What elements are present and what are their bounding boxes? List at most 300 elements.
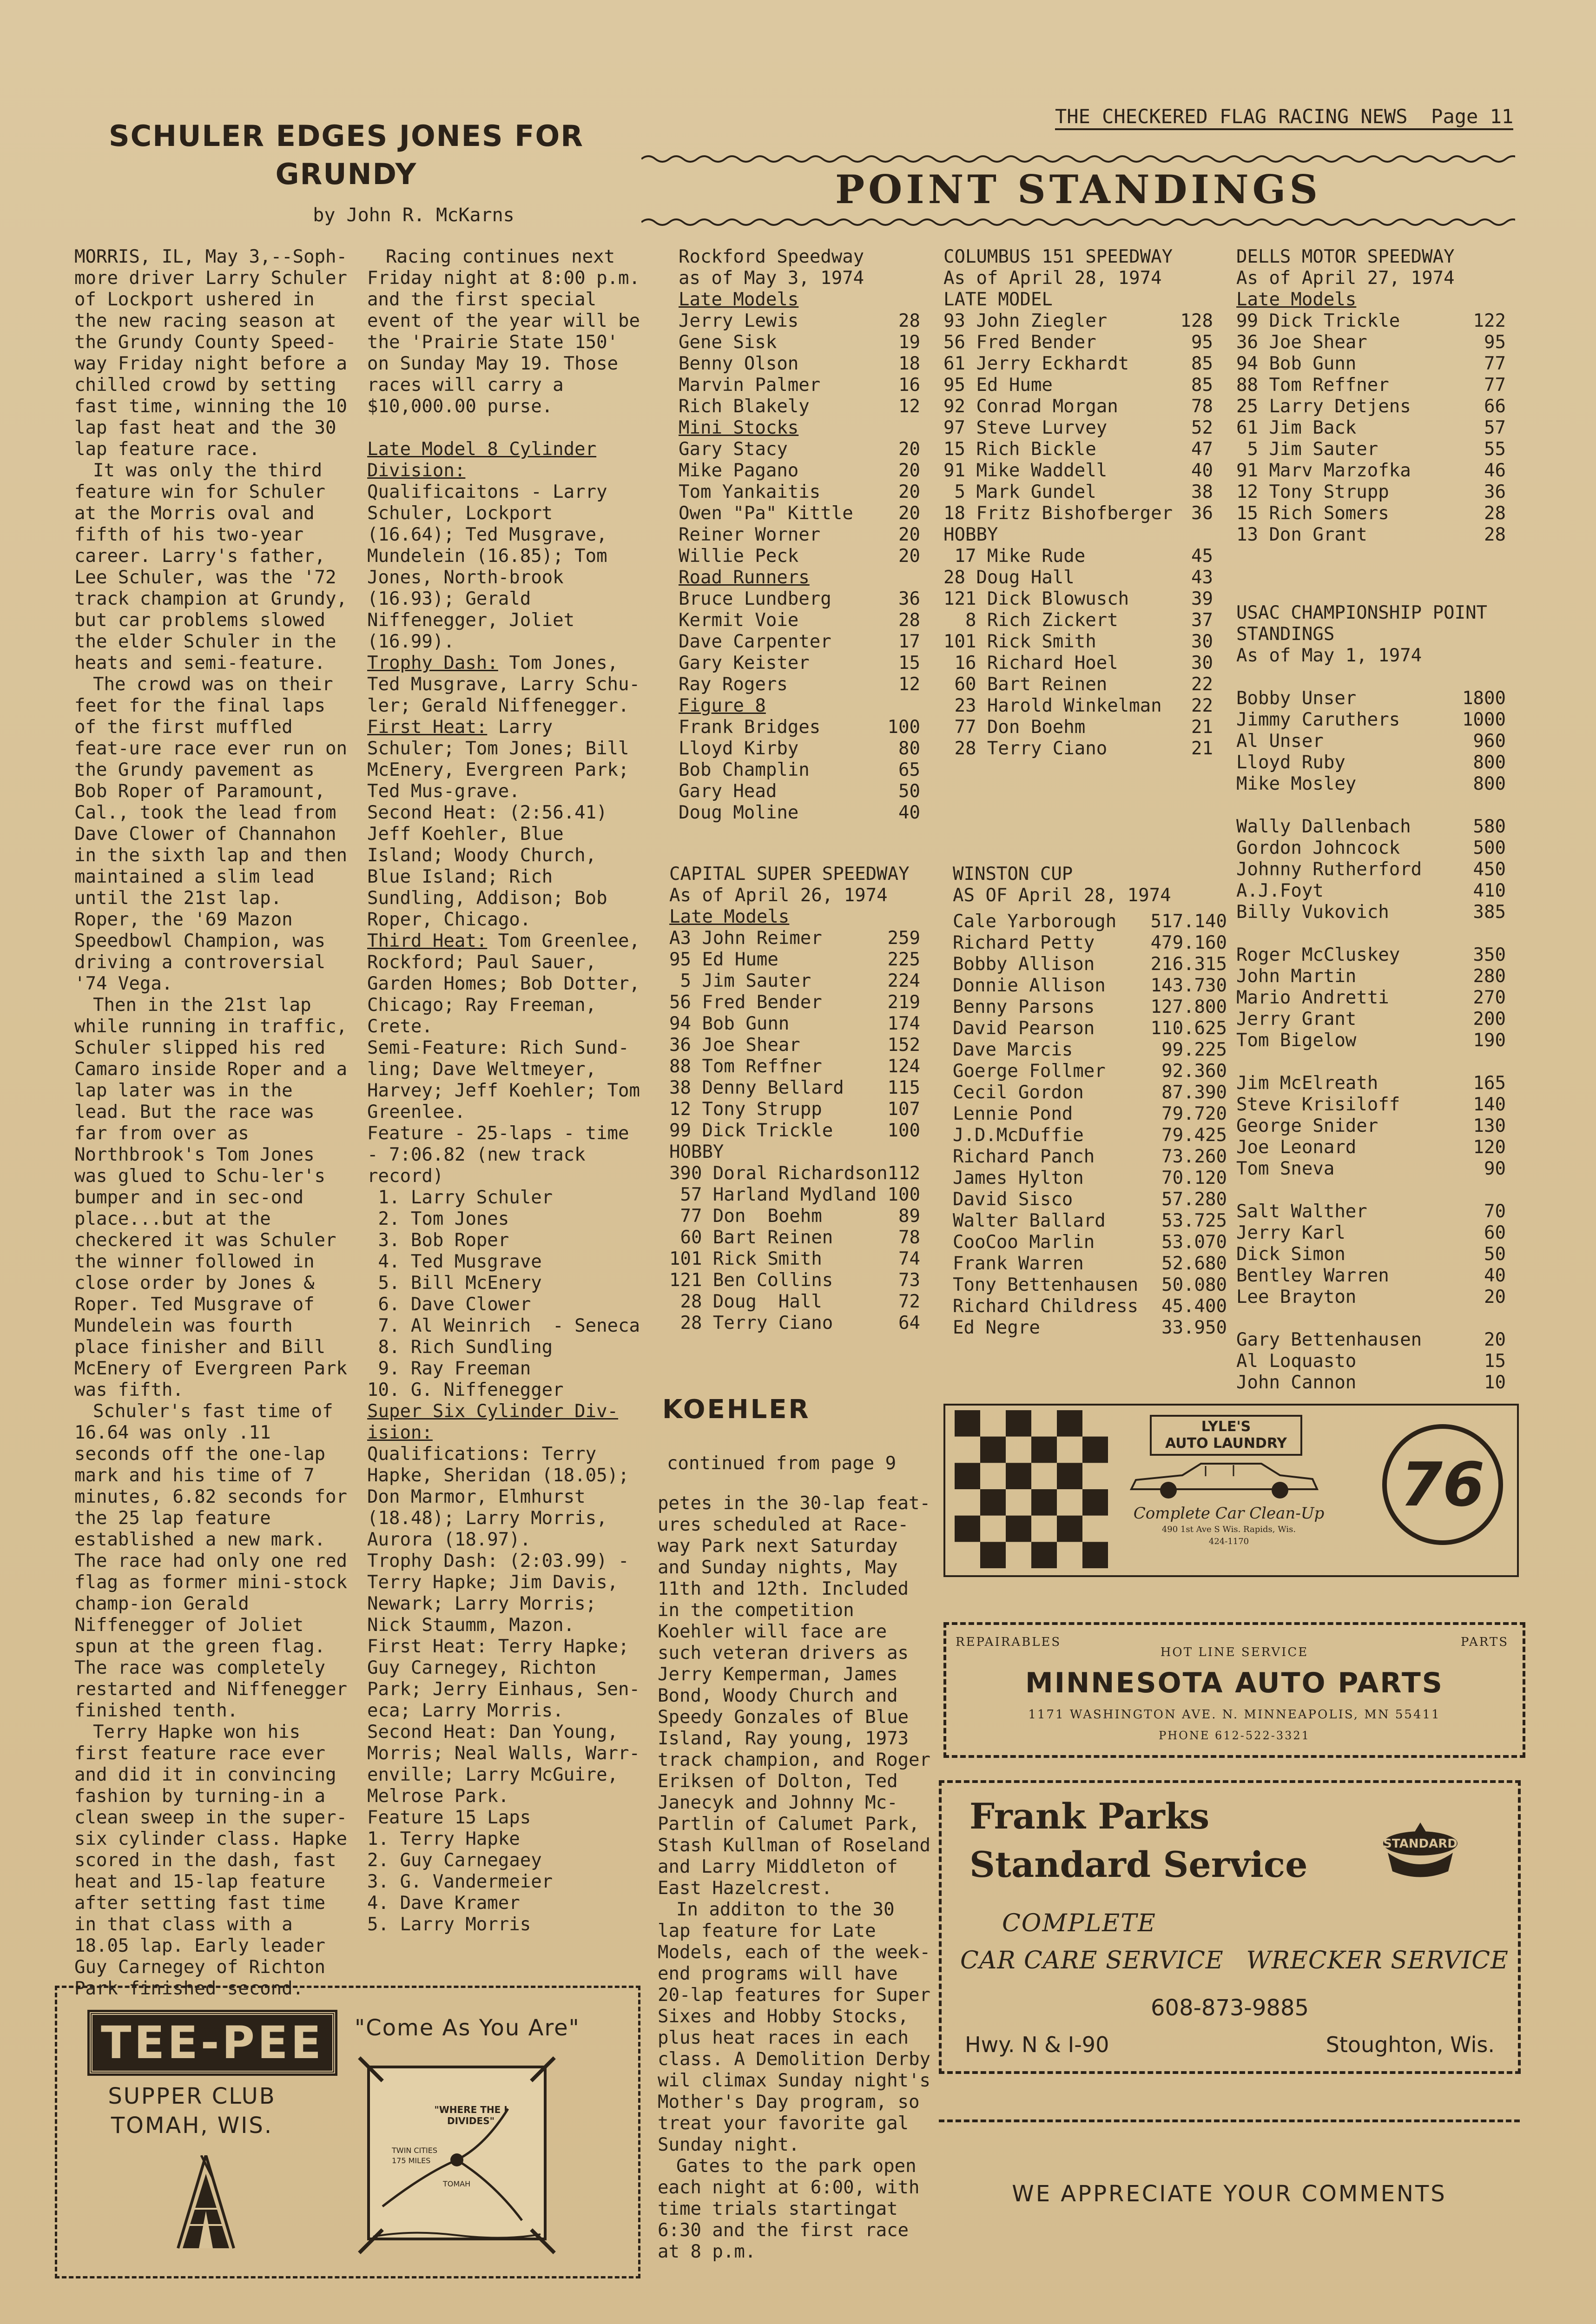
winston-row xyxy=(953,1039,1227,1061)
capital-row xyxy=(669,1013,920,1035)
rockford-row-name: Tom Yankaitis xyxy=(679,482,821,502)
parks-town: Stoughton, Wis. xyxy=(1326,2032,1495,2057)
winston-row-points: 73.260 xyxy=(1161,1146,1227,1167)
result-text: Tom Greenlee, Rockford; Paul Sauer, Garden Homes; Bob Dotter, Chicago; Ray Freeman, Crete. xyxy=(367,931,640,1037)
capital-row-name: 5 Jim Sauter xyxy=(669,971,811,991)
columbus-hobby-row xyxy=(943,567,1213,588)
usac-group-gap xyxy=(1236,1180,1506,1201)
result-entry xyxy=(367,482,651,653)
usac-row-points: 40 xyxy=(1484,1265,1506,1286)
map-label: "WHERE THE I DIVIDES" xyxy=(434,2104,508,2126)
columbus-hobby-row-name: 77 Don Boehm xyxy=(943,717,1086,738)
winston-row-points: 33.950 xyxy=(1161,1317,1227,1338)
winston-row-name: Cale Yarborough xyxy=(953,911,1117,932)
capital-hobby-row xyxy=(669,1163,920,1184)
columbus-row-points: 85 xyxy=(1191,353,1213,374)
usac-row-points: 1800 xyxy=(1462,688,1506,709)
capital-hobby-row xyxy=(669,1248,920,1270)
dells-row-name: 91 Marv Marzofka xyxy=(1236,460,1411,481)
feature-finish-line: 3. Bob Roper xyxy=(367,1230,509,1251)
winston-row-points: 110.625 xyxy=(1150,1018,1227,1039)
rockford-row xyxy=(679,503,920,524)
capital-hobby-row-points: 64 xyxy=(898,1313,920,1334)
result-heading: Trophy Dash: xyxy=(367,653,498,673)
columbus-row-name: 95 Ed Hume xyxy=(943,375,1053,396)
rockford-row-points: 16 xyxy=(898,375,920,396)
winston-row xyxy=(953,954,1227,975)
result-entry xyxy=(367,1123,651,1187)
winston-row-name: Lennie Pond xyxy=(953,1103,1073,1124)
usac-row-points: 580 xyxy=(1473,816,1506,837)
lyles-address: 490 1st Ave S Wis. Rapids, Wis. xyxy=(1161,1525,1296,1534)
rockford-row-points: 28 xyxy=(898,310,920,331)
usac-standings xyxy=(1236,602,1506,1393)
rockford-row xyxy=(679,674,920,695)
capital-row-points: 174 xyxy=(887,1013,920,1034)
columbus-hobby-row-points: 30 xyxy=(1191,631,1213,652)
usac-row-name: Bentley Warren xyxy=(1236,1265,1389,1286)
usac-row xyxy=(1236,859,1506,880)
columbus-row-name: 5 Mark Gundel xyxy=(943,482,1096,502)
result-entry xyxy=(367,1037,651,1123)
rockford-row-points: 36 xyxy=(898,588,920,609)
winston-row-name: David Pearson xyxy=(953,1018,1095,1039)
columbus-hobby-row-name: 16 Richard Hoel xyxy=(943,653,1118,673)
usac-row-name: Al Loquasto xyxy=(1236,1351,1357,1372)
rockford-row-name: Doug Moline xyxy=(679,802,799,823)
columbus-row xyxy=(943,332,1213,353)
capital-row-name: 95 Ed Hume xyxy=(669,949,778,970)
usac-row-points: 70 xyxy=(1484,1201,1506,1222)
rockford-row-name: Marvin Palmer xyxy=(679,375,821,396)
columbus-hobby-row xyxy=(943,631,1213,653)
lyles-phone: 424-1170 xyxy=(1208,1537,1249,1546)
winston-row xyxy=(953,1146,1227,1168)
usac-row xyxy=(1236,1030,1506,1051)
columbus-row-name: 15 Rich Bickle xyxy=(943,439,1096,460)
winston-row xyxy=(953,1274,1227,1296)
columbus-row-points: 128 xyxy=(1180,310,1213,331)
dells-row xyxy=(1236,396,1506,417)
rockford-row-points: 28 xyxy=(898,610,920,631)
usac-row-points: 200 xyxy=(1473,1009,1506,1030)
dells-row-name: 88 Tom Reffner xyxy=(1236,375,1389,396)
columbus-row-points: 78 xyxy=(1191,396,1213,417)
capital-hobby-row xyxy=(669,1206,920,1227)
dells-row xyxy=(1236,439,1506,460)
rockford-row-name: Reiner Worner xyxy=(679,524,821,545)
usac-row-points: 500 xyxy=(1473,838,1506,858)
usac-row-name: Steve Krisiloff xyxy=(1236,1094,1400,1115)
super-feature-finish-line: 4. Dave Kramer xyxy=(367,1893,520,1914)
rockford-row-name: Benny Olson xyxy=(679,353,799,374)
parks-complete: COMPLETE xyxy=(1002,1909,1156,1937)
usac-row-name: Lee Brayton xyxy=(1236,1287,1357,1307)
dells-row xyxy=(1236,417,1506,439)
capital-row-name: 99 Dick Trickle xyxy=(669,1120,833,1141)
columbus-row xyxy=(943,417,1213,439)
usac-row-name: John Cannon xyxy=(1236,1372,1357,1393)
rockford-row-points: 17 xyxy=(898,631,920,652)
usac-row xyxy=(1236,816,1506,838)
dells-row-name: 25 Larry Detjens xyxy=(1236,396,1411,417)
capital-hobby-row-name: 121 Ben Collins xyxy=(669,1270,833,1291)
rockford-row-points: 100 xyxy=(887,717,920,738)
capital-late-model-heading: Late Models xyxy=(669,906,790,927)
rockford-row xyxy=(679,631,920,653)
result-text: Qualificaitons - Larry Schuler, Lockport (16.64); Ted Musgrave, Mundelein (16.85); Tom Jones, North-brook (16.93); Gerald Niffenegger, Joliet (16.99). xyxy=(367,482,607,652)
teepee-icon xyxy=(169,2155,243,2253)
capital-date: As of April 26, 1974 xyxy=(669,885,888,906)
result-heading: First Heat: xyxy=(367,717,488,738)
dashed-divider xyxy=(939,2119,1520,2122)
rockford-class-heading: Road Runners xyxy=(679,567,810,588)
capital-row-points: 225 xyxy=(887,949,920,970)
result-entry xyxy=(367,1636,651,1722)
capital-hobby-row-points: 73 xyxy=(898,1270,920,1291)
capital-hobby-row-name: 57 Harland Mydland xyxy=(669,1184,877,1205)
winston-row-name: CooCoo Marlin xyxy=(953,1232,1095,1253)
usac-row-points: 50 xyxy=(1484,1244,1506,1265)
usac-row-name: Wally Dallenbach xyxy=(1236,816,1411,837)
winston-row-points: 87.390 xyxy=(1161,1082,1227,1103)
dells-row xyxy=(1236,524,1506,546)
result-heading: Late Model 8 Cylinder Division: xyxy=(367,439,597,481)
result-text: Tom Jones, Ted Musgrave, Larry Schu-ler; Gerald Niffenegger. xyxy=(367,653,640,716)
usac-row-points: 10 xyxy=(1484,1372,1506,1393)
columbus-hobby-row-name: 23 Harold Winkelman xyxy=(943,695,1162,716)
dells-row-points: 77 xyxy=(1484,353,1506,374)
winston-row-name: Walter Ballard xyxy=(953,1210,1106,1231)
columbus-hobby-row-name: 60 Bart Reinen xyxy=(943,674,1108,695)
usac-row xyxy=(1236,688,1506,709)
usac-row-name: Tom Sneva xyxy=(1236,1158,1335,1179)
usac-row-points: 20 xyxy=(1484,1287,1506,1307)
columbus-hobby-row-points: 39 xyxy=(1191,588,1213,609)
capital-row-name: A3 John Reimer xyxy=(669,928,822,949)
winston-row-points: 79.720 xyxy=(1161,1103,1227,1124)
result-text: First Heat: Terry Hapke; Guy Carnegey, Richton Park; Jerry Einhaus, Sen-eca; Larry Morris. xyxy=(367,1636,640,1721)
capital-row xyxy=(669,971,920,992)
article-intro-paragraph: Racing continues next Friday night at 8:00 p.m. and the first special event of the year will be the 'Prairie State 150' on Sunday May 19. Those races will carry a $10,000.00 purse. xyxy=(367,246,640,417)
usac-group-gap xyxy=(1236,923,1506,944)
koehler-heading: KOEHLER xyxy=(662,1394,811,1425)
winston-gap xyxy=(953,906,1227,911)
feature-finish-line: 8. Rich Sundling xyxy=(367,1337,553,1358)
columbus-hobby-row-points: 43 xyxy=(1191,567,1213,588)
capital-row-points: 115 xyxy=(887,1077,920,1098)
rockford-row xyxy=(679,588,920,610)
dells-row-points: 57 xyxy=(1484,417,1506,438)
capital-row-name: 94 Bob Gunn xyxy=(669,1013,790,1034)
columbus-hobby-row-points: 22 xyxy=(1191,695,1213,716)
parks-standard-service: Standard Service xyxy=(969,1844,1308,1885)
tee-pee-ad xyxy=(55,1986,640,2278)
usac-row-name: Roger McCluskey xyxy=(1236,944,1400,965)
usac-row-points: 385 xyxy=(1473,902,1506,923)
rockford-row-name: Owen "Pa" Kittle xyxy=(679,503,853,524)
dells-row-name: 5 Jim Sauter xyxy=(1236,439,1378,460)
mn-repairables: REPAIRABLES xyxy=(956,1635,1062,1649)
usac-row-name: George Snider xyxy=(1236,1116,1378,1136)
super-feature-finish-line: 2. Guy Carnegaey xyxy=(367,1850,542,1871)
columbus-row xyxy=(943,353,1213,375)
winston-row-name: David Sisco xyxy=(953,1189,1073,1210)
lyles-ad xyxy=(943,1404,1519,1577)
columbus-row xyxy=(943,375,1213,396)
columbus-hobby-row xyxy=(943,717,1213,738)
columbus-hobby-row xyxy=(943,546,1213,567)
usac-row-points: 1000 xyxy=(1462,709,1506,730)
koehler-paragraph-1: petes in the 30-lap feat-ures scheduled at Race-way Park next Saturday and Sunday nights, May 11th and 12th. Included in the competition Koehler will face are such veteran drivers as Jerry Kemperman, James Bond, Woody Church and Speedy Gonzales of Blue Island, Ray young, 1973 track champion, and Roger Eriksen of Dolton, Ted Janecyk and Johnny Mc-Partlin of Calumet Park, Stash Kullman of Roseland and Larry Middleton of East Hazelcrest. xyxy=(658,1493,930,1899)
rockford-row xyxy=(679,396,920,417)
usac-row-points: 450 xyxy=(1473,859,1506,880)
usac-row-points: 280 xyxy=(1473,966,1506,987)
winston-row-name: Richard Childress xyxy=(953,1296,1139,1317)
capital-hobby-heading: HOBBY xyxy=(669,1142,724,1162)
checkered-flag-icon xyxy=(955,1410,1108,1568)
usac-row xyxy=(1236,1287,1506,1308)
capital-hobby-row xyxy=(669,1227,920,1248)
usac-row xyxy=(1236,752,1506,773)
dells-row-name: 94 Bob Gunn xyxy=(1236,353,1357,374)
rockford-row xyxy=(679,717,920,738)
usac-row-points: 800 xyxy=(1473,773,1506,794)
76-logo-icon: 76 xyxy=(1382,1424,1503,1545)
mn-hotline: HOT LINE SERVICE xyxy=(1160,1645,1309,1659)
winston-row xyxy=(953,1189,1227,1210)
result-entry xyxy=(367,931,651,1037)
usac-row xyxy=(1236,1116,1506,1137)
rockford-row-points: 20 xyxy=(898,503,920,524)
usac-row-name: Tom Bigelow xyxy=(1236,1030,1357,1051)
wavy-rule-top xyxy=(641,153,1515,165)
winston-row-name: J.D.McDuffie xyxy=(953,1125,1084,1146)
winston-row-points: 99.225 xyxy=(1161,1039,1227,1060)
mn-parts: PARTS xyxy=(1460,1635,1509,1649)
capital-row-points: 152 xyxy=(887,1035,920,1056)
usac-row xyxy=(1236,902,1506,923)
usac-row-name: Dick Simon xyxy=(1236,1244,1345,1265)
winston-row-points: 53.070 xyxy=(1161,1232,1227,1253)
columbus-hobby-row-points: 30 xyxy=(1191,653,1213,673)
winston-row-name: Frank Warren xyxy=(953,1253,1084,1274)
winston-row xyxy=(953,1125,1227,1146)
dells-title: DELLS MOTOR SPEEDWAY xyxy=(1236,246,1455,267)
mn-phone: PHONE 612-522-3321 xyxy=(1159,1729,1310,1742)
lyles-name-2: AUTO LAUNDRY xyxy=(1165,1435,1287,1452)
columbus-row xyxy=(943,482,1213,503)
winston-row xyxy=(953,1317,1227,1339)
rockford-row-points: 20 xyxy=(898,439,920,460)
result-heading: Super Six Cylinder Div-ision: xyxy=(367,1401,619,1443)
capital-row-points: 219 xyxy=(887,992,920,1013)
dells-row xyxy=(1236,375,1506,396)
usac-row-points: 165 xyxy=(1473,1073,1506,1094)
article-paragraph: The crowd was on their feet for the final laps of the first muffled feat-ure race ever run on the Grundy pavement as Bob Roper of Paramount, Cal., took the lead from Dave Clower of Channahon in the sixth lap and then maintained a slim lead until the 21st lap. Roper, the '69 Mazon Speedbowl Champion, was driving a controversial '74 Vega. xyxy=(74,674,347,994)
dells-row xyxy=(1236,310,1506,332)
columbus-row xyxy=(943,439,1213,460)
columbus-date: As of April 28, 1974 xyxy=(943,268,1162,289)
winston-row-name: Donnie Allison xyxy=(953,975,1106,996)
usac-group-gap xyxy=(1236,795,1506,816)
columbus-row-name: 91 Mike Waddell xyxy=(943,460,1108,481)
usac-row xyxy=(1236,1222,1506,1244)
usac-row-points: 350 xyxy=(1473,944,1506,965)
usac-row-points: 960 xyxy=(1473,731,1506,752)
feature-finish-line: 9. Ray Freeman xyxy=(367,1358,531,1379)
dells-row-name: 99 Dick Trickle xyxy=(1236,310,1400,331)
usac-row-points: 800 xyxy=(1473,752,1506,773)
rockford-row xyxy=(679,524,920,546)
capital-hobby-row-points: 72 xyxy=(898,1291,920,1312)
winston-row xyxy=(953,1018,1227,1039)
mn-address: 1171 WASHINGTON AVE. N. MINNEAPOLIS, MN 55411 xyxy=(1028,1708,1441,1722)
columbus-row-name: 18 Fritz Bishofberger xyxy=(943,503,1173,524)
capital-row-name: 56 Fred Bender xyxy=(669,992,822,1013)
capital-row-name: 36 Joe Shear xyxy=(669,1035,800,1056)
standard-logo-icon xyxy=(1374,1820,1467,1881)
tee-pee-location: TOMAH, WIS. xyxy=(111,2113,273,2139)
columbus-row-points: 36 xyxy=(1191,503,1213,524)
usac-group-gap xyxy=(1236,1051,1506,1073)
frank-parks-ad xyxy=(939,1780,1521,2074)
usac-row xyxy=(1236,987,1506,1009)
result-entry xyxy=(367,1401,651,1444)
usac-row xyxy=(1236,731,1506,752)
columbus-hobby-row xyxy=(943,738,1213,759)
columbus-row-points: 38 xyxy=(1191,482,1213,502)
map-tomah: TOMAH xyxy=(443,2179,471,2188)
rockford-class-heading: Late Models xyxy=(679,289,799,310)
result-text: Qualifications: Terry Hapke, Sheridan (18.05); Don Marmor, Elmhurst (18.48); Larry Morris, Aurora (18.97). xyxy=(367,1444,629,1550)
rockford-row-name: Dave Carpenter xyxy=(679,631,831,652)
wavy-rule-bottom xyxy=(641,217,1515,228)
columbus-row-points: 52 xyxy=(1191,417,1213,438)
parks-car-care: CAR CARE SERVICE xyxy=(960,1947,1224,1974)
usac-row xyxy=(1236,1351,1506,1372)
winston-row-points: 517.140 xyxy=(1150,911,1227,932)
super-feature-finish-line: 3. G. Vandermeier xyxy=(367,1871,553,1892)
article-paragraph: MORRIS, IL, May 3,--Soph-more driver Larry Schuler of Lockport ushered in the new racing season at the Grundy County Speed-way Friday night before a chilled crowd by setting fast time, winning the 10 lap fast heat and the 30 lap feature race. xyxy=(74,246,347,460)
dells-row-points: 46 xyxy=(1484,460,1506,481)
usac-row-name: John Martin xyxy=(1236,966,1357,987)
winston-row-points: 92.360 xyxy=(1161,1061,1227,1082)
result-entry xyxy=(367,1551,651,1636)
winston-row-name: Ed Negre xyxy=(953,1317,1040,1338)
usac-row xyxy=(1236,944,1506,966)
tee-pee-map xyxy=(355,2053,559,2258)
capital-hobby-row xyxy=(669,1184,920,1206)
columbus-row-name: 56 Fred Bender xyxy=(943,332,1096,353)
winston-row xyxy=(953,911,1227,932)
result-heading: Third Heat: xyxy=(367,931,488,951)
winston-row-name: Tony Bettenhausen xyxy=(953,1274,1139,1295)
capital-row xyxy=(669,1120,920,1142)
rockford-row-name: Frank Bridges xyxy=(679,717,821,738)
rockford-row xyxy=(679,738,920,759)
winston-row xyxy=(953,1061,1227,1082)
usac-row-name: Johnny Rutherford xyxy=(1236,859,1422,880)
usac-row-points: 60 xyxy=(1484,1222,1506,1243)
columbus-title: COLUMBUS 151 SPEEDWAY xyxy=(943,246,1173,267)
winston-title: WINSTON CUP xyxy=(953,864,1073,885)
mn-name: MINNESOTA AUTO PARTS xyxy=(1025,1667,1444,1699)
capital-row xyxy=(669,1056,920,1077)
usac-group-gap xyxy=(1236,1308,1506,1329)
koehler-paragraph-2: In additon to the 30 lap feature for Late Models, each of the week-end programs will have 20-lap features for Super Sixes and Hobby Stocks, plus heat races in each class. A Demolition Derby wil climax Sunday night's Mother's Day program, so treat your favorite gal Sunday night. xyxy=(658,1899,930,2155)
feature-finish-line: 6. Dave Clower xyxy=(367,1294,531,1315)
columbus-hobby-row xyxy=(943,588,1213,610)
dells-row xyxy=(1236,460,1506,482)
capital-row xyxy=(669,1035,920,1056)
rockford-row-points: 50 xyxy=(898,781,920,802)
capital-hobby-row-points: 89 xyxy=(898,1206,920,1227)
capital-row xyxy=(669,992,920,1013)
rockford-row-points: 65 xyxy=(898,759,920,780)
lyles-tagline: Complete Car Clean-Up xyxy=(1133,1504,1325,1523)
rockford-row-points: 20 xyxy=(898,460,920,481)
winston-row-name: Cecil Gordon xyxy=(953,1082,1084,1103)
winston-row-name: Bobby Allison xyxy=(953,954,1095,975)
rockford-row-points: 19 xyxy=(898,332,920,353)
rockford-row-points: 20 xyxy=(898,524,920,545)
car-icon xyxy=(1127,1457,1322,1503)
rockford-row xyxy=(679,332,920,353)
feature-finish-line: 2. Tom Jones xyxy=(367,1208,509,1229)
columbus-row-name: 93 John Ziegler xyxy=(943,310,1108,331)
capital-row-points: 259 xyxy=(887,928,920,949)
columbus-hobby-row-name: 121 Dick Blowusch xyxy=(943,588,1129,609)
rockford-row xyxy=(679,781,920,802)
winston-row-points: 216.315 xyxy=(1150,954,1227,975)
usac-row-name: Joe Leonard xyxy=(1236,1137,1357,1158)
rockford-row-points: 40 xyxy=(898,802,920,823)
winston-row-points: 57.280 xyxy=(1161,1189,1227,1210)
usac-row-points: 120 xyxy=(1473,1137,1506,1158)
capital-hobby-row-points: 112 xyxy=(887,1163,921,1184)
map-twin-cities: TWIN CITIES xyxy=(392,2146,438,2155)
capital-row-name: 88 Tom Reffner xyxy=(669,1056,822,1077)
columbus-row-name: 92 Conrad Morgan xyxy=(943,396,1118,417)
usac-row xyxy=(1236,838,1506,859)
dells-row-name: 13 Don Grant xyxy=(1236,524,1367,545)
result-text: Second Heat: Dan Young, Morris; Neal Walls, Warr-enville; Larry McGuire, Melrose Park. xyxy=(367,1722,640,1807)
dells-row xyxy=(1236,503,1506,524)
usac-title: USAC CHAMPIONSHIP POINT xyxy=(1236,602,1488,623)
rockford-row xyxy=(679,759,920,781)
parks-phone: 608-873-9885 xyxy=(1150,1995,1309,2021)
columbus-hobby-row-name: 8 Rich Zickert xyxy=(943,610,1118,631)
usac-row-name: Bobby Unser xyxy=(1236,688,1357,709)
columbus-row xyxy=(943,396,1213,417)
winston-row xyxy=(953,997,1227,1018)
dells-late-model-heading: Late Models xyxy=(1236,289,1357,310)
rockford-row-name: Kermit Voie xyxy=(679,610,799,631)
capital-hobby-row-name: 390 Doral Richardson xyxy=(669,1163,888,1184)
winston-row-points: 143.730 xyxy=(1150,975,1227,996)
rockford-row xyxy=(679,353,920,375)
capital-hobby-row-name: 77 Don Boehm xyxy=(669,1206,822,1227)
capital-hobby-row xyxy=(669,1270,920,1291)
capital-row-name: 12 Tony Strupp xyxy=(669,1099,822,1120)
usac-row xyxy=(1236,1329,1506,1351)
article-column-2 xyxy=(367,246,651,1935)
headline-line-2: GRUNDY xyxy=(275,157,417,191)
dells-standings xyxy=(1236,246,1506,546)
parks-highway: Hwy. N & I-90 xyxy=(965,2032,1109,2057)
usac-row-name: Jim McElreath xyxy=(1236,1073,1378,1094)
